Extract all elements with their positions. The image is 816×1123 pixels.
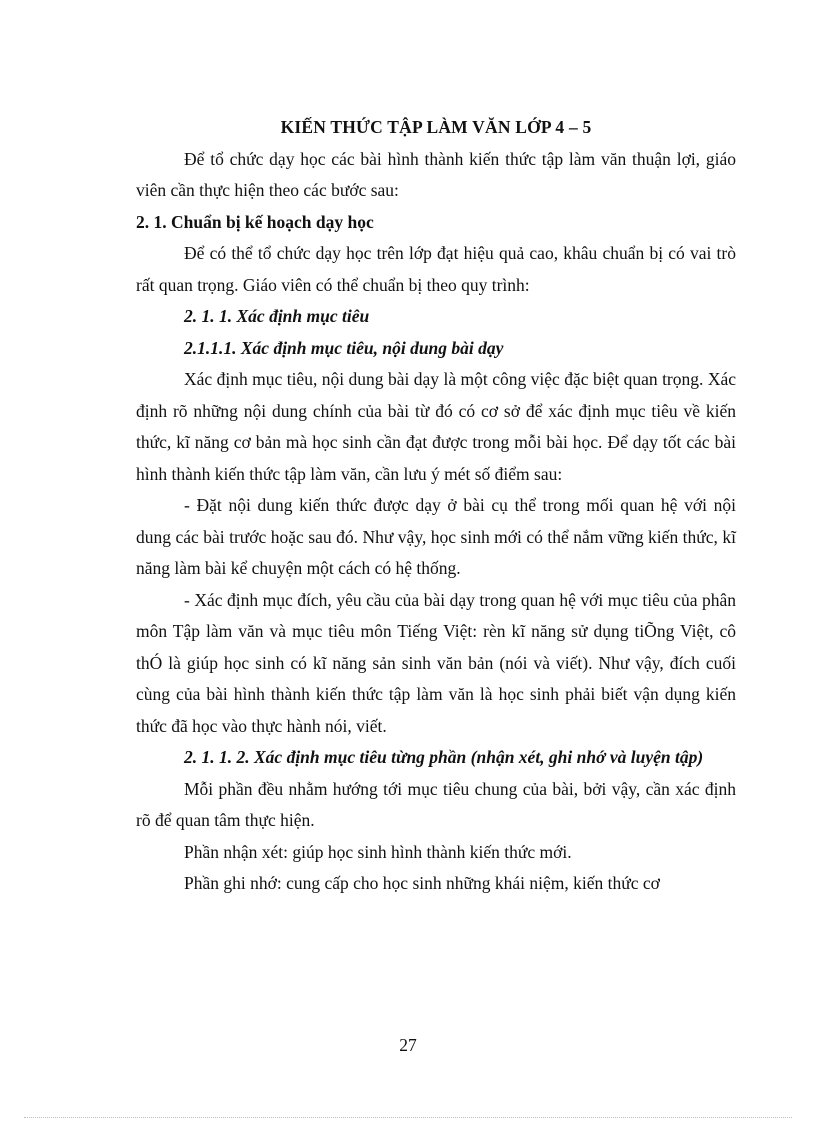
bullet-paragraph-2: - Xác định mục đích, yêu cầu của bài dạy trong quan hệ với mục tiêu của phân môn Tập làm văn và mục tiêu môn Tiếng Việt: rèn kĩ năng sử dụng tiÕng Việt, cô thÓ là giúp học sinh có kĩ năng sản sinh văn bản (nói và viết). Như vậy, đích cuối cùng của bài hình thành kiến thức tập làm văn là học sinh phải biết vận dụng kiến thức đã học vào thực hành nói, viết. (136, 589, 736, 736)
section-heading-2-1-1-2: 2. 1. 1. 2. Xác định mục tiêu từng phần (nhận xét, ghi nhớ và luyện tập) (184, 747, 704, 767)
paragraph-2-1-1-2: Mỗi phần đều nhằm hướng tới mục tiêu chung của bài, bởi vậy, cần xác định rõ để quan tâm thực hiện. (136, 778, 736, 830)
paragraph-nhan-xet: Phần nhận xét: giúp học sinh hình thành kiến thức mới. (184, 841, 572, 862)
paragraph-ghi-nho: Phần ghi nhớ: cung cấp cho học sinh những khái niệm, kiến thức cơ (184, 873, 660, 893)
section-heading-2-1-1: 2. 1. 1. Xác định mục tiêu (184, 306, 370, 326)
paragraph-2-1-1-1: Xác định mục tiêu, nội dung bài dạy là một công việc đặc biệt quan trọng. Xác định rõ những nội dung chính của bài từ đó có cơ sở để xác định mục tiêu về kiến thức, kĩ năng cơ bản mà học sinh cần đạt được trong mỗi bài học. Để dạy tốt các bài hình thành kiến thức tập làm văn, cần lưu ý mét số điểm sau: (136, 369, 736, 484)
page-content (136, 112, 736, 900)
section-heading-2-1-1-1: 2.1.1.1. Xác định mục tiêu, nội dung bài dạy (184, 337, 504, 358)
paragraph-2-1: Để có thể tổ chức dạy học trên lớp đạt hiệu quả cao, khâu chuẩn bị có vai trò rất quan trọng. Giáo viên có thể chuẩn bị theo quy trình: (136, 243, 736, 295)
section-heading-2-1: 2. 1. Chuẩn bị kế hoạch dạy học (136, 211, 374, 232)
document-title: KIẾN THỨC TẬP LÀM VĂN LỚP 4 – 5 (280, 117, 592, 137)
page-bottom-divider (24, 1117, 792, 1118)
bullet-paragraph-1: - Đặt nội dung kiến thức được dạy ở bài cụ thể trong mối quan hệ với nội dung các bài trước hoặc sau đó. Như vậy, học sinh mới có thể nắm vững kiến thức, kĩ năng làm bài kể chuyện một cách có hệ thống. (136, 495, 736, 578)
intro-paragraph: Để tổ chức dạy học các bài hình thành kiến thức tập làm văn thuận lợi, giáo viên cần thực hiện theo các bước sau: (136, 148, 736, 200)
page-number: 27 (399, 1035, 417, 1055)
